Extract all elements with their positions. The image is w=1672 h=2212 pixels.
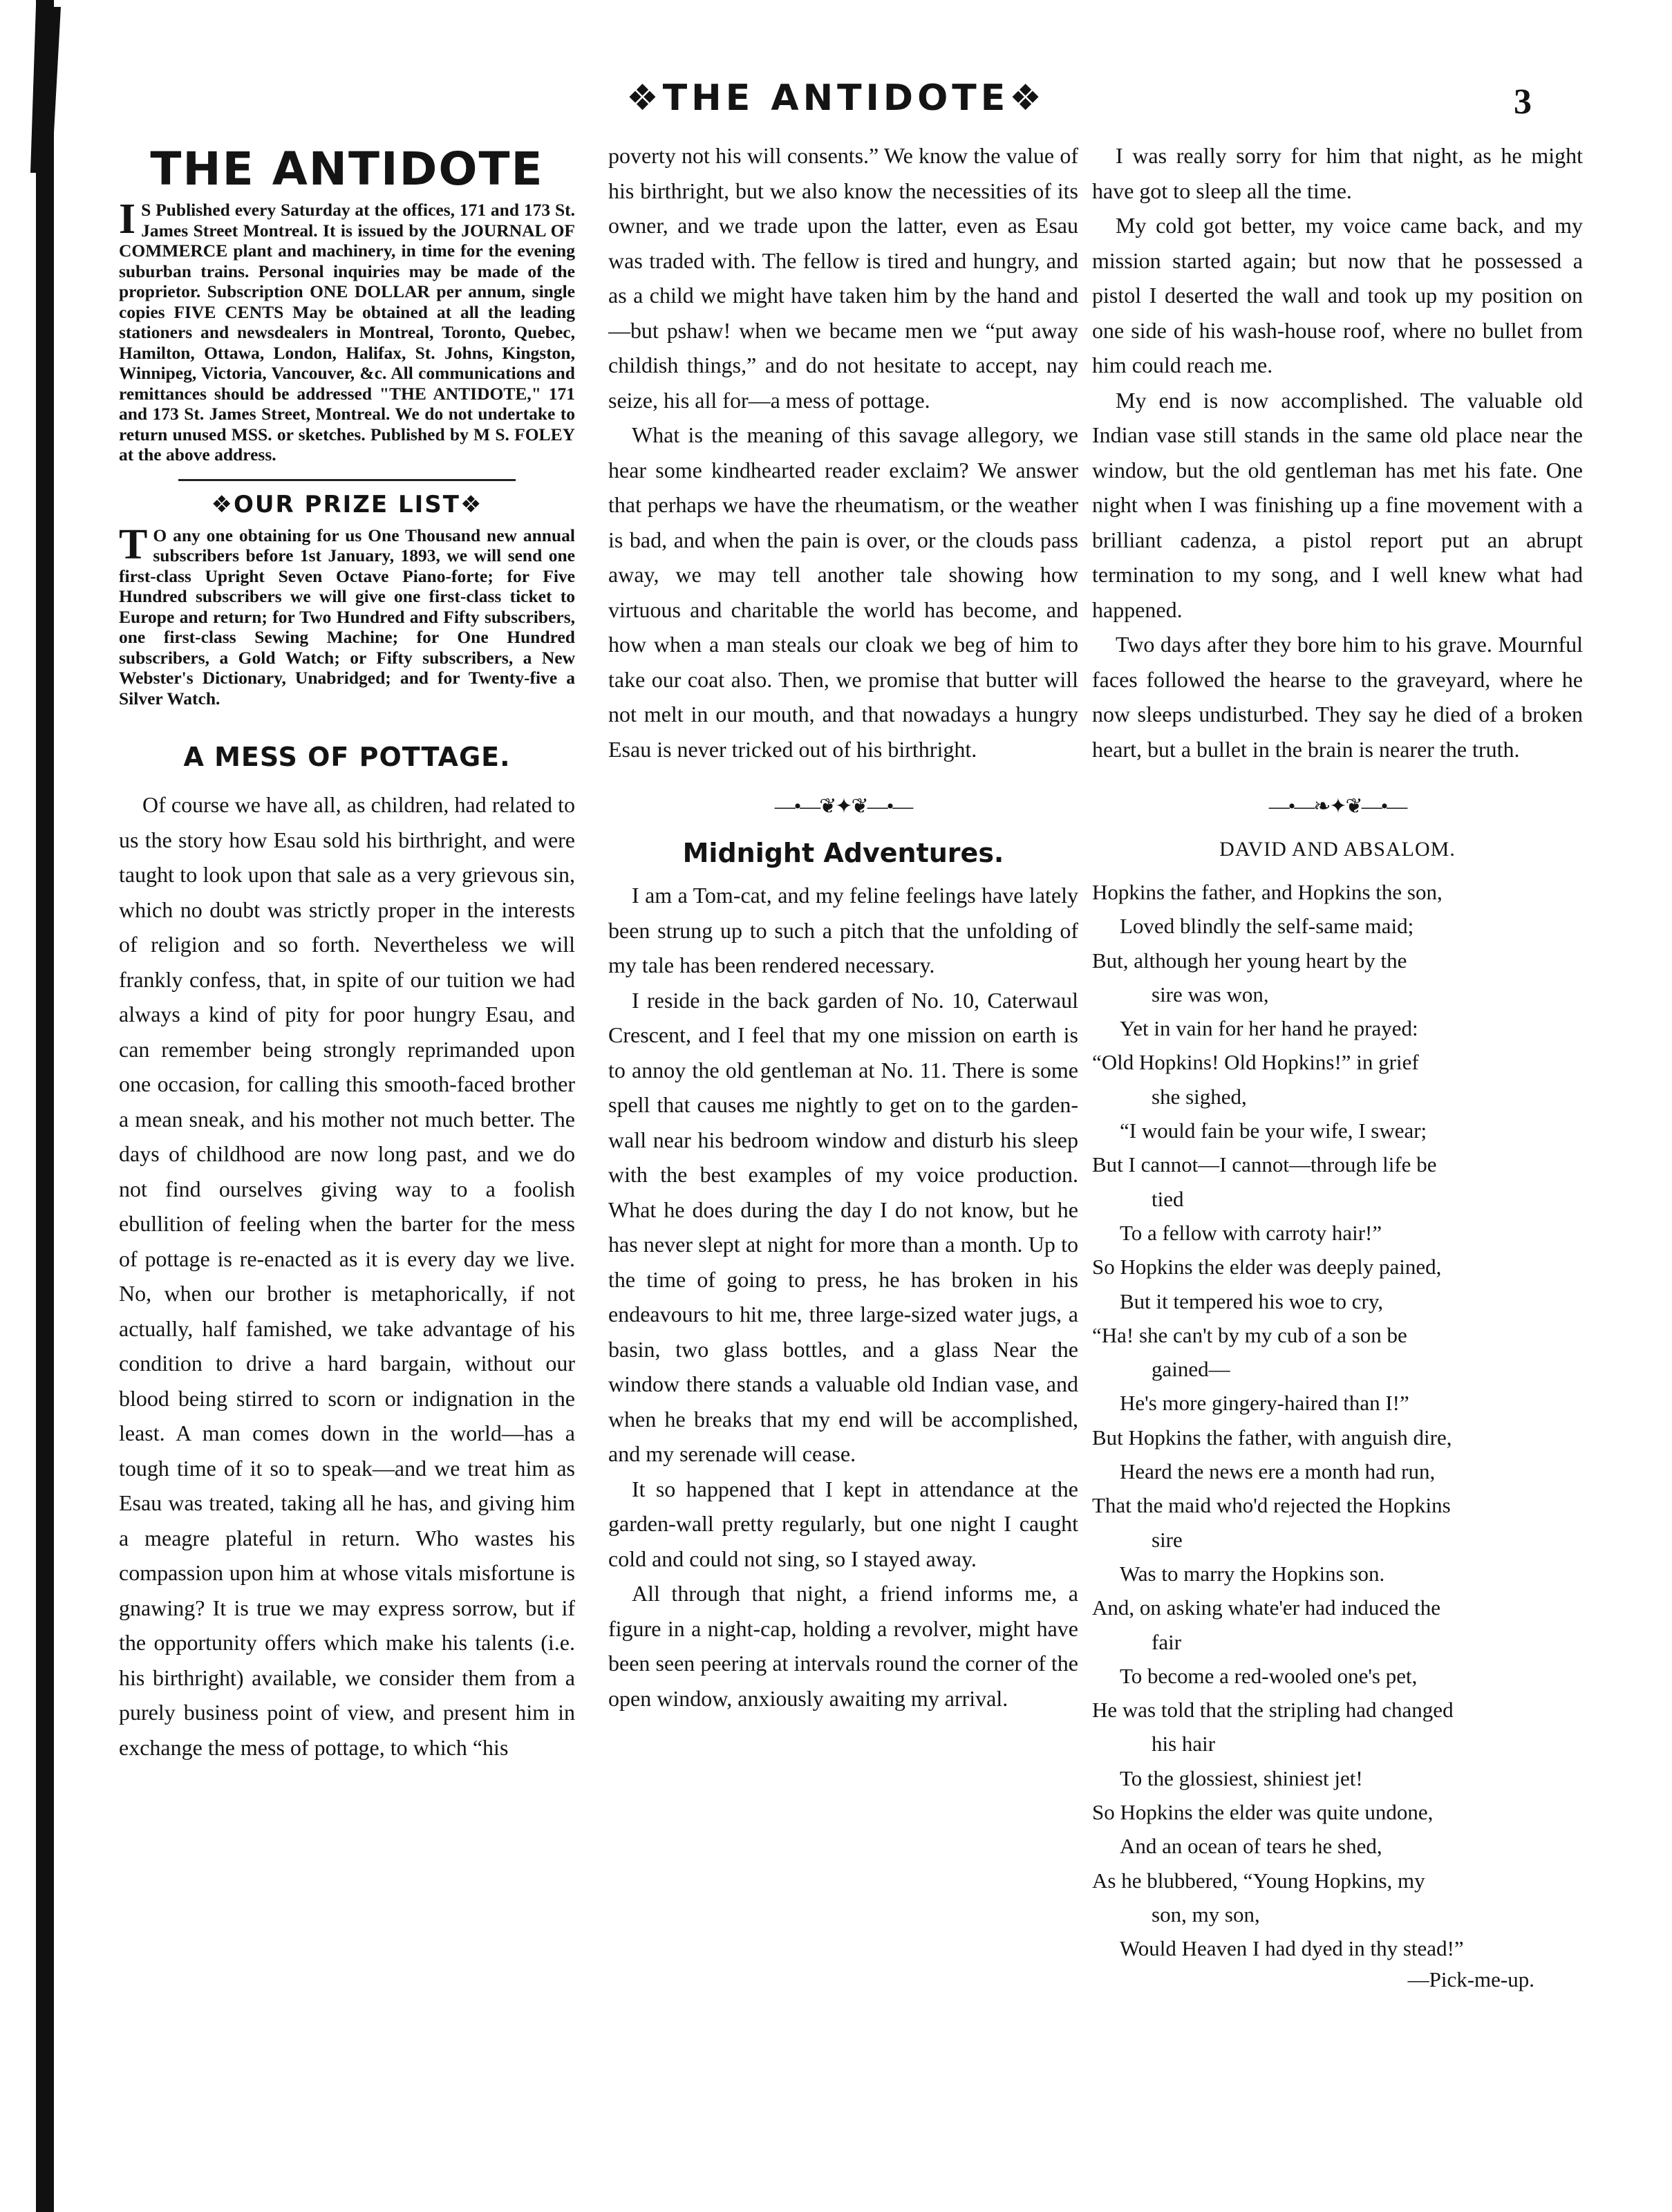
poem-line: To a fellow with carroty hair!”: [1120, 1220, 1382, 1245]
poem-line: Hopkins the father, and Hopkins the son,: [1092, 880, 1443, 904]
poem-line: Yet in vain for her hand he prayed:: [1120, 1016, 1418, 1041]
poem-line: Would Heaven I had dyed in thy stead!”: [1120, 1936, 1464, 1961]
poem-line: But Hopkins the father, with anguish dire,: [1092, 1425, 1452, 1450]
poem-line: tied: [1152, 1186, 1184, 1211]
poem-attribution: —Pick-me-up.: [1407, 1967, 1534, 1991]
poem-line: To the glossiest, shiniest jet!: [1120, 1765, 1363, 1790]
article-title-mess-of-pottage: A MESS OF POTTAGE.: [183, 742, 511, 772]
poem-line: But I cannot—I cannot—through life be: [1092, 1152, 1437, 1177]
poem-line: And an ocean of tears he shed,: [1120, 1834, 1382, 1859]
page-binding-edge: [36, 0, 54, 2212]
poem-line: To become a red-wooled one's pet,: [1120, 1663, 1418, 1688]
poem-line: And, on asking whate'er had induced the: [1092, 1595, 1441, 1620]
article-paragraph: My end is now accomplished. The valuable old Indian vase still stands in the same old place near the window, but the old gentleman has met his fate. One night when I was finishing up a fine movement with a brilliant cadenza, a pistol report put an abrupt termination to my song, and I well knew what had happened.: [1092, 387, 1583, 622]
article-paragraph: My cold got better, my voice came back, and my mission started again; but now that he possessed a pistol I deserted the wall and took up my position on one side of his wash-house roof, where no bullet from him could reach me.: [1092, 213, 1583, 377]
prize-list-body: O any one obtaining for us One Thousand new annual subscribers before 1st January, 1893, we will send one first-class Upright Seven Octave Piano-forte; for Five Hundred subscribers we will give one first-class ticket to Europe and return; for Two Hundred and Fifty subscribers, one first-class Sewing Machine; for One Hundred subscribers, a Gold Watch; or Fifty subscribers, a New Webster's Dictionary, Unabridged; and for Twenty-five a Silver Watch.: [119, 525, 575, 709]
poem-line: “I would fain be your wife, I swear;: [1120, 1118, 1427, 1143]
article-paragraph: I am a Tom-cat, and my feline feelings have lately been strung up to such a pitch that the unfolding of my tale has been rendered necessary.: [608, 883, 1078, 977]
poem-line: So Hopkins the elder was deeply pained,: [1092, 1255, 1442, 1280]
poem-line: sire: [1152, 1527, 1183, 1552]
article-paragraph: Of course we have all, as children, had related to us the story how Esau sold his birthright, and were taught to look upon that sale as a very grievous sin, which no doubt was strictly proper in the interests of religion and so forth. Nevertheless we will frankly confess, that, in spite of our tuition we had always a kind of pity for poor hungry Esau, and can remember being strongly reprimanded upon one occasion, for calling this smooth-faced brother a mean sneak, and his mother not much better. The days of childhood are now long past, and we do not find ourselves giving way to a foolish ebullition of feeling when the barter for the mess of pottage is re-enacted as it is every day we live. No, when our brother is metaphorically, if not actually, half famished, we take advantage of his condition to drive a hard bargain, without our blood being stirred to scorn or indignation in the least. A man comes down in the world—has a tough time of it so to speak—and we treat him as Esau was treated, taking all he has, and giving him a meagre plateful in return. Who wastes his compassion upon him at whose vitals misfortune is gnawing? It is true we may express sorrow, but if the opportunity offers which make his talents (i.e. his birthright) available, we consider them from a purely business point of view, and present him in exchange the mess of pottage, to which “his: [119, 792, 575, 1760]
article-paragraph: It so happened that I kept in attendance at the garden-wall pretty regularly, but one night I caught cold and could not sing, so I stayed away.: [608, 1476, 1078, 1571]
poem-line: Heard the news ere a month had run,: [1120, 1459, 1436, 1484]
prize-list-title: ❖OUR PRIZE LIST❖: [211, 490, 483, 518]
poem-line: That the maid who'd rejected the Hopkins: [1092, 1493, 1451, 1518]
poem-line: He's more gingery-haired than I!”: [1120, 1391, 1409, 1416]
prize-list-dropcap: T: [119, 521, 148, 568]
poem-line: “Old Hopkins! Old Hopkins!” in grief: [1092, 1050, 1419, 1075]
masthead: ❖THE ANTIDOTE❖: [626, 77, 1046, 119]
article-paragraph: What is the meaning of this savage allegory, we hear some kindhearted reader exclaim? We answer that perhaps we have the rheumatism, or the weather is bad, and when the pain is over, or the clouds pass away, we may tell another tale showing how virtuous and charitable the world has become, and how when a man steals our cloak we beg of him to take our coat also. Then, we promise that butter will not melt in our mouth, and that nowadays a hungry Esau is never tricked out of his birthright.: [608, 422, 1078, 762]
poem-line: Was to marry the Hopkins son.: [1120, 1561, 1385, 1586]
poem-line: As he blubbered, “Young Hopkins, my: [1092, 1868, 1425, 1893]
poem-line: fair: [1152, 1629, 1182, 1654]
section-divider: [178, 479, 516, 481]
ornamental-divider: —•—❦✦❦—•—: [774, 795, 912, 818]
column-3: [1092, 138, 1583, 2184]
info-box-title: THE ANTIDOTE: [150, 142, 544, 196]
article-paragraph: I reside in the back garden of No. 10, Caterwaul Crescent, and I feel that my one mission on earth is to annoy the old gentleman at No. 11. There is some spell that causes me nightly to get on to the garden-wall near his bedroom window and disturb his sleep with the best examples of my voice production. What he does during the day I do not know, but he has never slept at night for more than a month. Up to the time of going to press, he has broken in his endeavours to hit me, three large-sized water jugs, a basin, two glass bottles, and a glass Near the window there stands a valuable old Indian vase, and when he breaks that my end will be accomplished, and my serenade will cease.: [608, 987, 1078, 1466]
article-paragraph: All through that night, a friend informs me, a figure in a night-cap, holding a revolver, might have been seen peering at intervals round the corner of the open window, anxiously awaiting my arrival.: [608, 1581, 1078, 1711]
poem-line: she sighed,: [1152, 1084, 1247, 1109]
poem-line: Loved blindly the self-same maid;: [1120, 914, 1414, 939]
poem-line: his hair: [1152, 1732, 1216, 1756]
article-paragraph: I was really sorry for him that night, as he might have got to sleep all the time.: [1092, 143, 1583, 203]
ornamental-divider: —•—❧✦❦—•—: [1268, 795, 1407, 818]
poem-line: gained—: [1152, 1357, 1230, 1382]
poem-title: DAVID AND ABSALOM.: [1219, 838, 1456, 861]
poem-line: But, although her young heart by the: [1092, 948, 1407, 973]
poem-line: He was told that the stripling had changed: [1092, 1698, 1454, 1723]
poem-line: son, my son,: [1152, 1902, 1260, 1927]
column-1: [119, 138, 575, 2184]
info-box-body: S Published every Saturday at the offices, 171 and 173 St. James Street Montreal. It is issued by the JOURNAL OF COMMERCE plant and machinery, in time for the evening suburban trains. Personal inquiries may be made of the proprietor. Subscription ONE DOLLAR per annum, single copies FIVE CENTS May be obtained at all the leading stationers and newsdealers in Montreal, Toronto, Quebec, Hamilton, Ottawa, London, Halifax, St. Johns, Kingston, Winnipeg, Victoria, Vancouver, &c. All communications and remittances should be addressed "THE ANTIDOTE," 171 and 173 St. James Street, Montreal. We do not undertake to return unused MSS. or sketches. Published by M S. FOLEY at the above address.: [119, 200, 575, 465]
article-paragraph: poverty not his will consents.” We know the value of his birthright, but we also know the necessities of its owner, and we trade upon the latter, even as Esau was traded with. The fellow is tired and hungry, and as a child we might have taken him by the hand and—but pshaw! when we became men we “put away childish things,” and do not hesitate to accept, nay seize, his all for—a mess of pottage.: [608, 143, 1078, 413]
poem: [1092, 875, 1583, 1966]
info-box-dropcap: I: [119, 196, 136, 243]
prize-list-text: [119, 521, 575, 709]
article-paragraph: Two days after they bore him to his grave. Mournful faces followed the hearse to the graveyard, where he now sleeps undisturbed. They say he died of a broken heart, but a bullet in the brain is nearer the truth.: [1092, 632, 1583, 762]
poem-line: “Ha! she can't by my cub of a son be: [1092, 1322, 1407, 1347]
poem-line: So Hopkins the elder was quite undone,: [1092, 1800, 1434, 1825]
column-2: [608, 138, 1078, 2184]
poem-line: sire was won,: [1152, 982, 1269, 1006]
article-title-midnight-adventures: Midnight Adventures.: [682, 838, 1004, 868]
page-number: 3: [1514, 82, 1532, 122]
info-box-text: [119, 196, 575, 465]
poem-line: But it tempered his woe to cry,: [1120, 1288, 1384, 1313]
